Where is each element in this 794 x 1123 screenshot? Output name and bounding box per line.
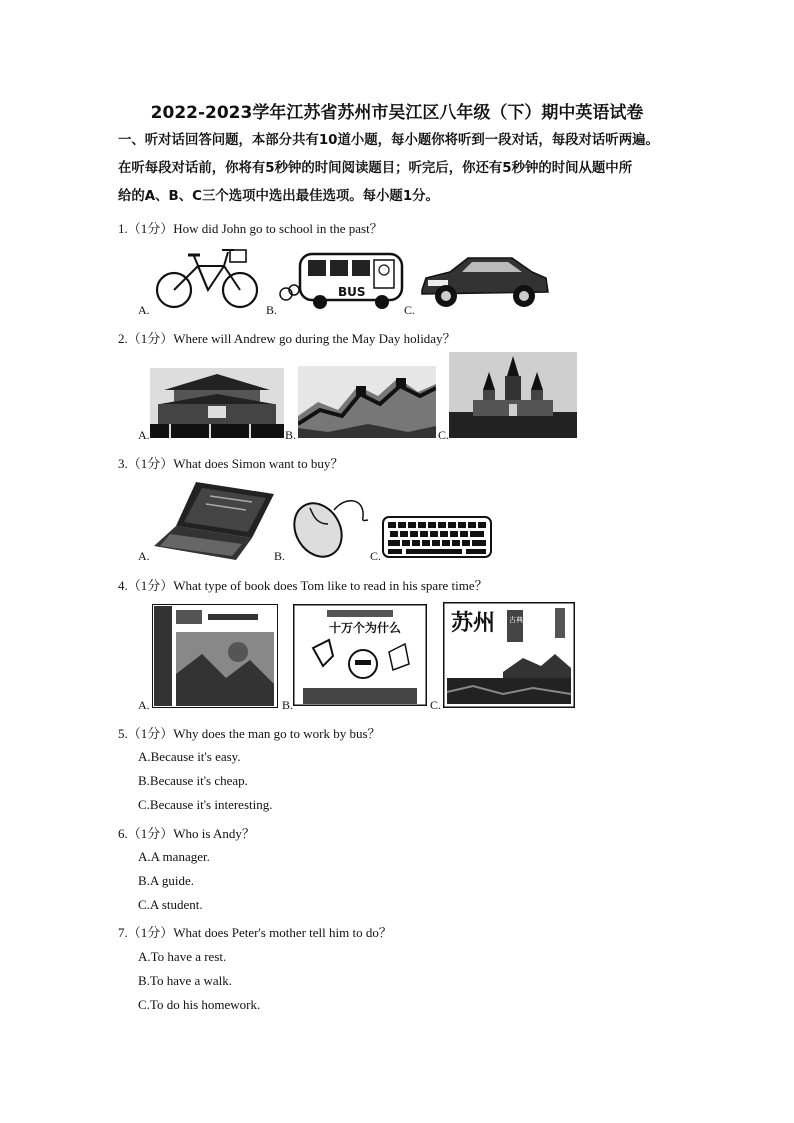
option-label-c: C. xyxy=(438,428,450,442)
option-label-a: A. xyxy=(138,698,150,712)
book-c-title: 苏州 xyxy=(451,611,496,636)
option-label-a: A. xyxy=(138,303,150,317)
option-label-b: B. xyxy=(282,698,294,712)
question-7-option-a: A.To have a rest. xyxy=(138,949,227,964)
question-7-option-c: C.To do his homework. xyxy=(138,997,261,1012)
question-4-stem: 4.（1分）What type of book does Tom like to read in his spare time？ xyxy=(118,578,488,593)
book-cover-a-image xyxy=(152,604,278,708)
option-label-c: C. xyxy=(430,698,442,712)
car-image xyxy=(416,250,552,310)
question-6-option-c: C.A student. xyxy=(138,897,203,912)
option-label-b: B. xyxy=(266,303,278,317)
option-label-a: A. xyxy=(138,549,150,563)
question-1-stem: 1.（1分）How did John go to school in the past？ xyxy=(118,221,383,236)
keyboard-image xyxy=(382,516,492,558)
question-6-option-a: A.A manager. xyxy=(138,849,210,864)
question-5-option-a: A.Because it's easy. xyxy=(138,749,241,764)
question-5-option-b: B.Because it's cheap. xyxy=(138,773,248,788)
book-cover-b-image xyxy=(293,604,427,706)
mouse-image xyxy=(288,494,372,560)
option-label-b: B. xyxy=(285,428,297,442)
question-2-stem: 2.（1分）Where will Andrew go during the May Day holiday？ xyxy=(118,331,456,346)
bicycle-image xyxy=(152,244,264,310)
option-label-c: C. xyxy=(404,303,416,317)
question-7-option-b: B.To have a walk. xyxy=(138,973,233,988)
option-label-c: C. xyxy=(370,549,382,563)
exam-title: 2022-2023学年江苏省苏州市吴江区八年级（下）期中英语试卷 xyxy=(150,103,644,123)
book-cover-c-image xyxy=(443,602,575,708)
section-instruction-line-2: 在听每段对话前，你将有5秒钟的时间阅读题目；听完后，你还有5秒钟的时间从题中所 xyxy=(118,161,633,176)
option-label-b: B. xyxy=(274,549,286,563)
castle-image xyxy=(449,352,577,438)
great-wall-image xyxy=(298,366,436,438)
book-c-side: 古典园林 xyxy=(509,616,537,624)
question-5-stem: 5.（1分）Why does the man go to work by bus？ xyxy=(118,726,381,741)
question-6-stem: 6.（1分）Who is Andy？ xyxy=(118,826,255,841)
laptop-image xyxy=(152,478,276,562)
book-b-title: 十万个为什么 xyxy=(329,621,402,635)
bus-image xyxy=(276,250,406,310)
question-6-option-b: B.A guide. xyxy=(138,873,194,888)
option-label-a: A. xyxy=(138,428,150,442)
section-instruction-line-1: 一、听对话回答问题，本部分共有10道小题，每小题你将听到一段对话，每段对话听两遍。 xyxy=(118,133,659,148)
tiananmen-image xyxy=(150,368,284,438)
bus-text: BUS xyxy=(338,285,366,299)
question-7-stem: 7.（1分）What does Peter's mother tell him to do？ xyxy=(118,925,392,940)
question-3-stem: 3.（1分）What does Simon want to buy？ xyxy=(118,456,344,471)
section-instruction-line-3: 给的A、B、C三个选项中选出最佳选项。每小题1分。 xyxy=(118,189,439,204)
question-5-option-c: C.Because it's interesting. xyxy=(138,797,273,812)
